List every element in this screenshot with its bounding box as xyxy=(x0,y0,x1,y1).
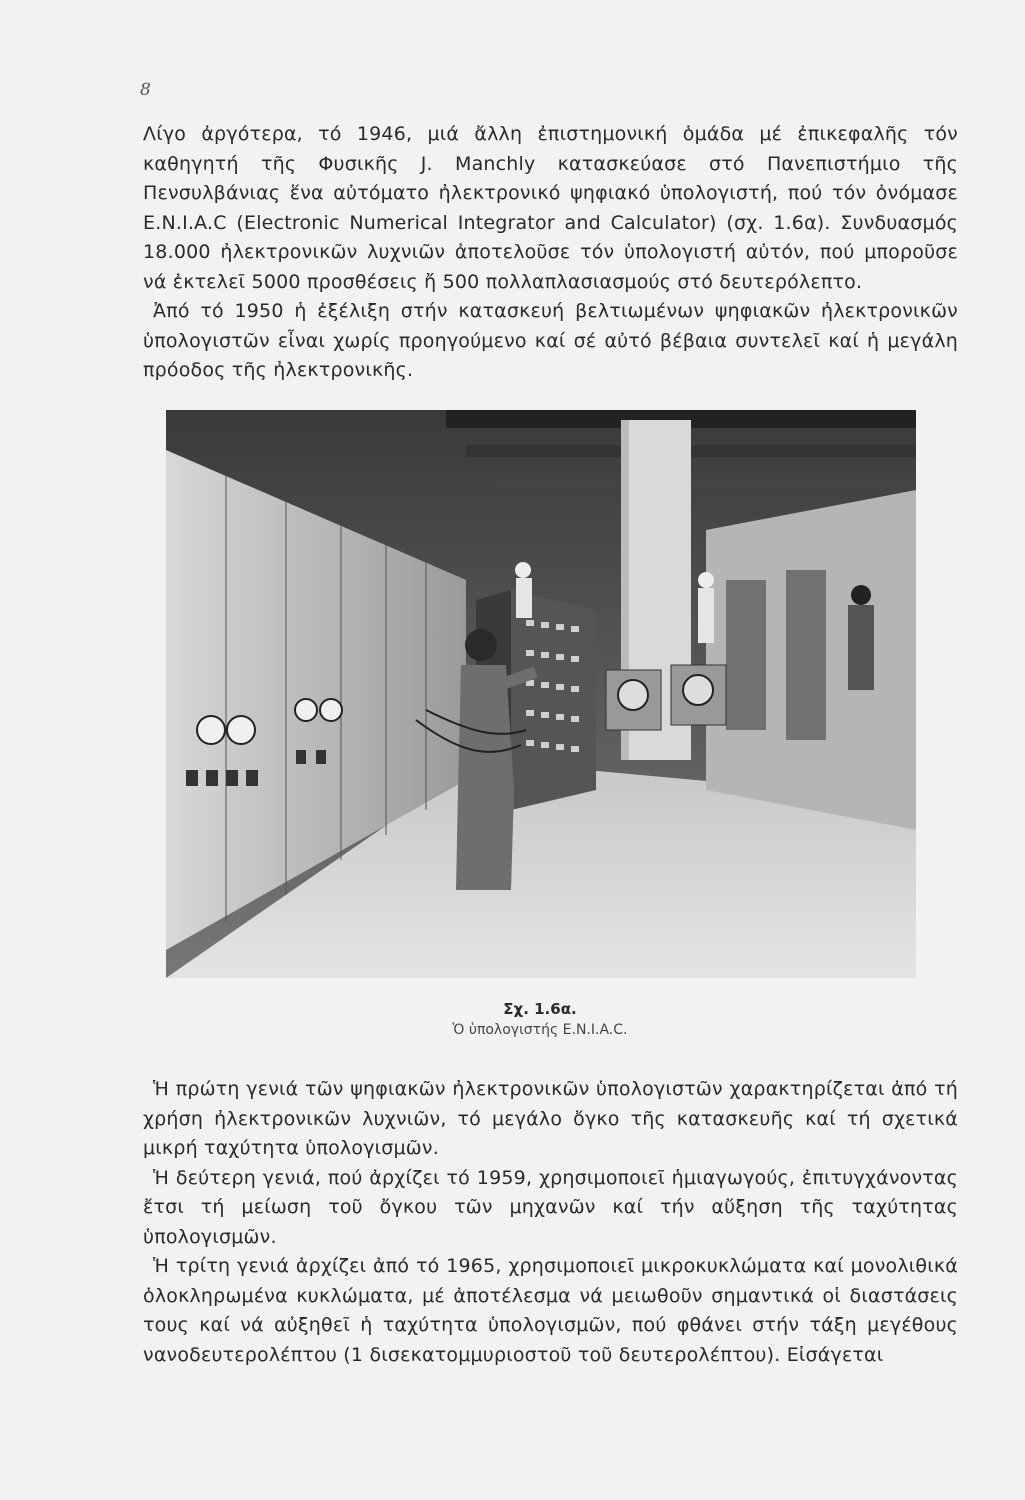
eniac-photo xyxy=(166,410,916,978)
figure-caption: Ὁ ὑπολογιστής E.N.I.A.C. xyxy=(452,1022,628,1038)
paragraph: Ἡ τρίτη γενιά ἀρχίζει ἀπό τό 1965, χρησιμοποιεῖ μικροκυκλώματα καί μονολιθικά ὁλοκληρωμένα κυκλώματα, μέ ἀποτέλεσμα νά μειωθοῦν σημαντικά οἱ διαστάσεις τους καί νά αὐξηθεῖ ἡ ταχύτητα ὑπολογισμῶν, πού φθάνει στήν τάξη μεγέθους νανοδευτερολέπτου (1 δισεκατομμυριοστοῦ τοῦ δευτερολέπτου). Εἰσάγεται xyxy=(143,1255,958,1366)
body-text-bottom xyxy=(143,1075,958,1370)
paragraph: Ἡ πρώτη γενιά τῶν ψηφιακῶν ἠλεκτρονικῶν ὑπολογιστῶν χαρακτηρίζεται ἀπό τή χρήση ἠλεκτρονικῶν λυχνιῶν, τό μεγάλο ὄγκο τῆς κατασκευῆς καί τή σχετικά μικρή ταχύτητα ὑπολογισμῶν. xyxy=(143,1078,958,1159)
paragraph: Λίγο ἀργότερα, τό 1946, μιά ἄλλη ἐπιστημονική ὁμάδα μέ ἐπικεφαλῆς τόν καθηγητή τῆς Φυσικῆς J. Manchly κατασκεύασε στό Πανεπιστήμιο τῆς Πενσυλβάνιας ἕνα αὐτόματο ἠλεκτρονικό ψηφιακό ὑπολογιστή, πού τόν ὀνόμασε E.N.I.A.C (Electronic Numerical Integrator and Calculator) (σχ. 1.6α). Συνδυασμός 18.000 ἠλεκτρονικῶν λυχνιῶν ἀποτελοῦσε τόν ὑπολογιστή αὐτόν, πού μποροῦσε νά ἐκτελεῖ 5000 προσθέσεις ἤ 500 πολλαπλασιασμούς στό δευτερόλεπτο. xyxy=(143,123,958,293)
paragraph: Ἀπό τό 1950 ἡ ἐξέλιξη στήν κατασκευή βελτιωμένων ψηφιακῶν ἠλεκτρονικῶν ὑπολογιστῶν εἶναι χωρίς προηγούμενο καί σέ αὐτό βέβαια συντελεῖ καί ἡ μεγάλη πρόοδος τῆς ἠλεκτρονικῆς. xyxy=(143,300,958,381)
figure-label: Σχ. 1.6α. xyxy=(503,1000,577,1018)
body-text-top xyxy=(143,120,958,386)
page-number: 8 xyxy=(140,80,151,100)
paragraph: Ἡ δεύτερη γενιά, πού ἀρχίζει τό 1959, χρησιμοποιεῖ ἡμιαγωγούς, ἐπιτυγχάνοντας ἔτσι τή μείωση τοῦ ὄγκου τῶν μηχανῶν καί τήν αὔξηση τῆς ταχύτητας ὑπολογισμῶν. xyxy=(143,1166,958,1248)
